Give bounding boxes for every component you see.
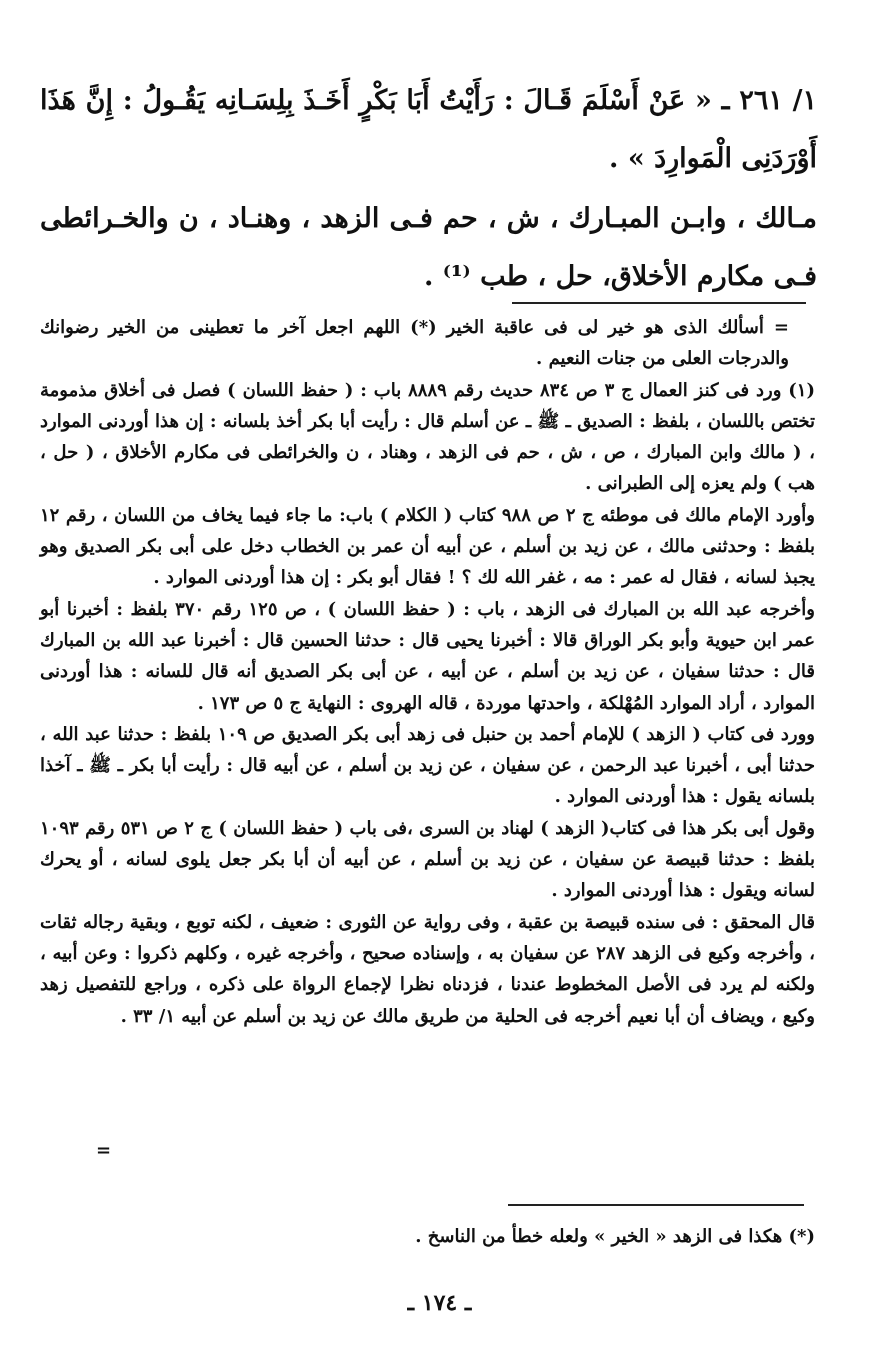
footnote-1-part-b: وأورد الإمام مالك فى موطئه ج ٢ ص ٩٨٨ كتاب ( الكلام ) باب: ما جاء فيما يخاف من اللسان ، رقم ١٢ بلفظ : وحدثنى مالك ، عن زيد بن أسلم ، عن أبيه أن عمر بن الخطاب دخل على أبى بكر الصديق وهو يجبذ لسانه ، فقال له عمر : مه ، غفر الله لك ؟ ! فقال أبو بكر : إن هذا أوردنى الموارد . [40,504,815,589]
footnote-separator-bottom [508,1204,804,1206]
footnote-1-part-c: وأخرجه عبد الله بن المبارك فى الزهد ، باب : ( حفظ اللسان ) ، ص ١٢٥ رقم ٣٧٠ بلفظ : أخبرنا أبو عمر ابن حيوية وأبو بكر الوراق قالا : أخبرنا يحيى قال : حدثنا الحسين قال : أخبرنا عبد الله بن المبارك قال : حدثنا سفيان ، عن زيد بن أسلم ، عن أبيه ، عن أبى بكر الصديق أنه قال للسانه : هذا أوردنى الموارد ، أراد الموارد المُهْلكة ، واحدتها موردة ، قاله الهروى : النهاية ج ٥ ص ١٧٣ . [40,598,815,714]
asterisk-footnote: (*) هكذا فى الزهد « الخير » ولعله خطأ من الناسخ . [415,1226,815,1247]
footnote-1-part-e: وقول أبى بكر هذا فى كتاب( الزهد ) لهناد بن السرى ،فى باب ( حفظ اللسان ) ج ٢ ص ٥٣١ رقم ١٠٩٣ بلفظ : حدثنا قبيصة عن سفيان ، عن زيد بن أسلم ، عن أبيه أن أبا بكر جعل يلوى لسانه ، أو يحرك لسانه ويقول : هذا أوردنى الموارد . [40,817,816,902]
footnote-continuation: = أسألك الذى هو خير لى فى عاقبة الخير (*) اللهم اجعل آخر ما تعطينى من الخير رضوانك والدرجات العلى من جنات النعيم . [40,317,789,370]
continuation-mark: = [96,1140,112,1161]
hadith-text: ١/ ٢٦١ ـ « عَنْ أَسْلَمَ قَـالَ : رَأَيْتُ أَبَا بَكْرٍ أَخَـذَ بِلِسَـانِه يَقُـولُ : إِنَّ هَذَا أَوْرَدَنِى الْمَوارِدَ » . [40,85,817,174]
footnote-1-part-d: وورد فى كتاب ( الزهد ) للإمام أحمد بن حنبل فى زهد أبى بكر الصديق ص ١٠٩ بلفظ : حدثنا عبد الله ، حدثنا أبى ، أخبرنا عبد الرحمن ، عن سفيان ، عن زيد بن أسلم ، عن أبيه قال : رأيت أبا بكر ـ ﷺ ـ آخذا بلسانه يقول : هذا أوردنى الموارد . [40,723,815,808]
footnotes [40,312,815,1032]
main-text [40,72,817,306]
footnote-separator-top [512,302,806,304]
footnote-1-part-f: قال المحقق : فى سنده قبيصة بن عقبة ، وفى رواية عن الثورى : ضعيف ، لكنه توبع ، وبقية رجاله ثقات ، وأخرجه وكيع فى الزهد ٢٨٧ عن سفيان به ، وإسناده صحيح ، وأخرجه غيره ، وكلهم ذكروا : وعن أبيه ، ولكنه لم يرد فى الأصل المخطوط عندنا ، فزدناه نظرا لإجماع الرواة على ذكره ، وراجع للتفصيل زهد وكيع ، ويضاف أن أبا نعيم أخرجه فى الحلية من طريق مالك عن زيد بن أسلم عن أبيه ١/ ٣٣ . [40,911,815,1027]
footnote-1-part-a: (١) ورد فى كنز العمال ج ٣ ص ٨٣٤ حديث رقم ٨٨٨٩ باب : ( حفظ اللسان ) فصل فى أخلاق مذمومة تختص باللسان ، بلفظ : الصديق ـ ﷺ ـ عن أسلم قال : رأيت أبا بكر أخذ بلسانه : إن هذا أوردنى الموارد ، ( مالك وابن المبارك ، ص ، ش ، حم فى الزهد ، وهناد ، ن والخرائطى فى مكارم الأخلاق ، ( حل ، هب ) ولم يعزه إلى الطبرانى . [40,379,815,495]
page-number: ـ ١٧٤ ـ [407,1290,472,1316]
hadith-sources: مـالك ، وابـن المبـارك ، ش ، حم فـى الزهد ، وهنـاد ، ن والخـرائطى فـى مكارم الأخلاق، حل ، طب ⁽¹⁾ . [40,203,817,292]
